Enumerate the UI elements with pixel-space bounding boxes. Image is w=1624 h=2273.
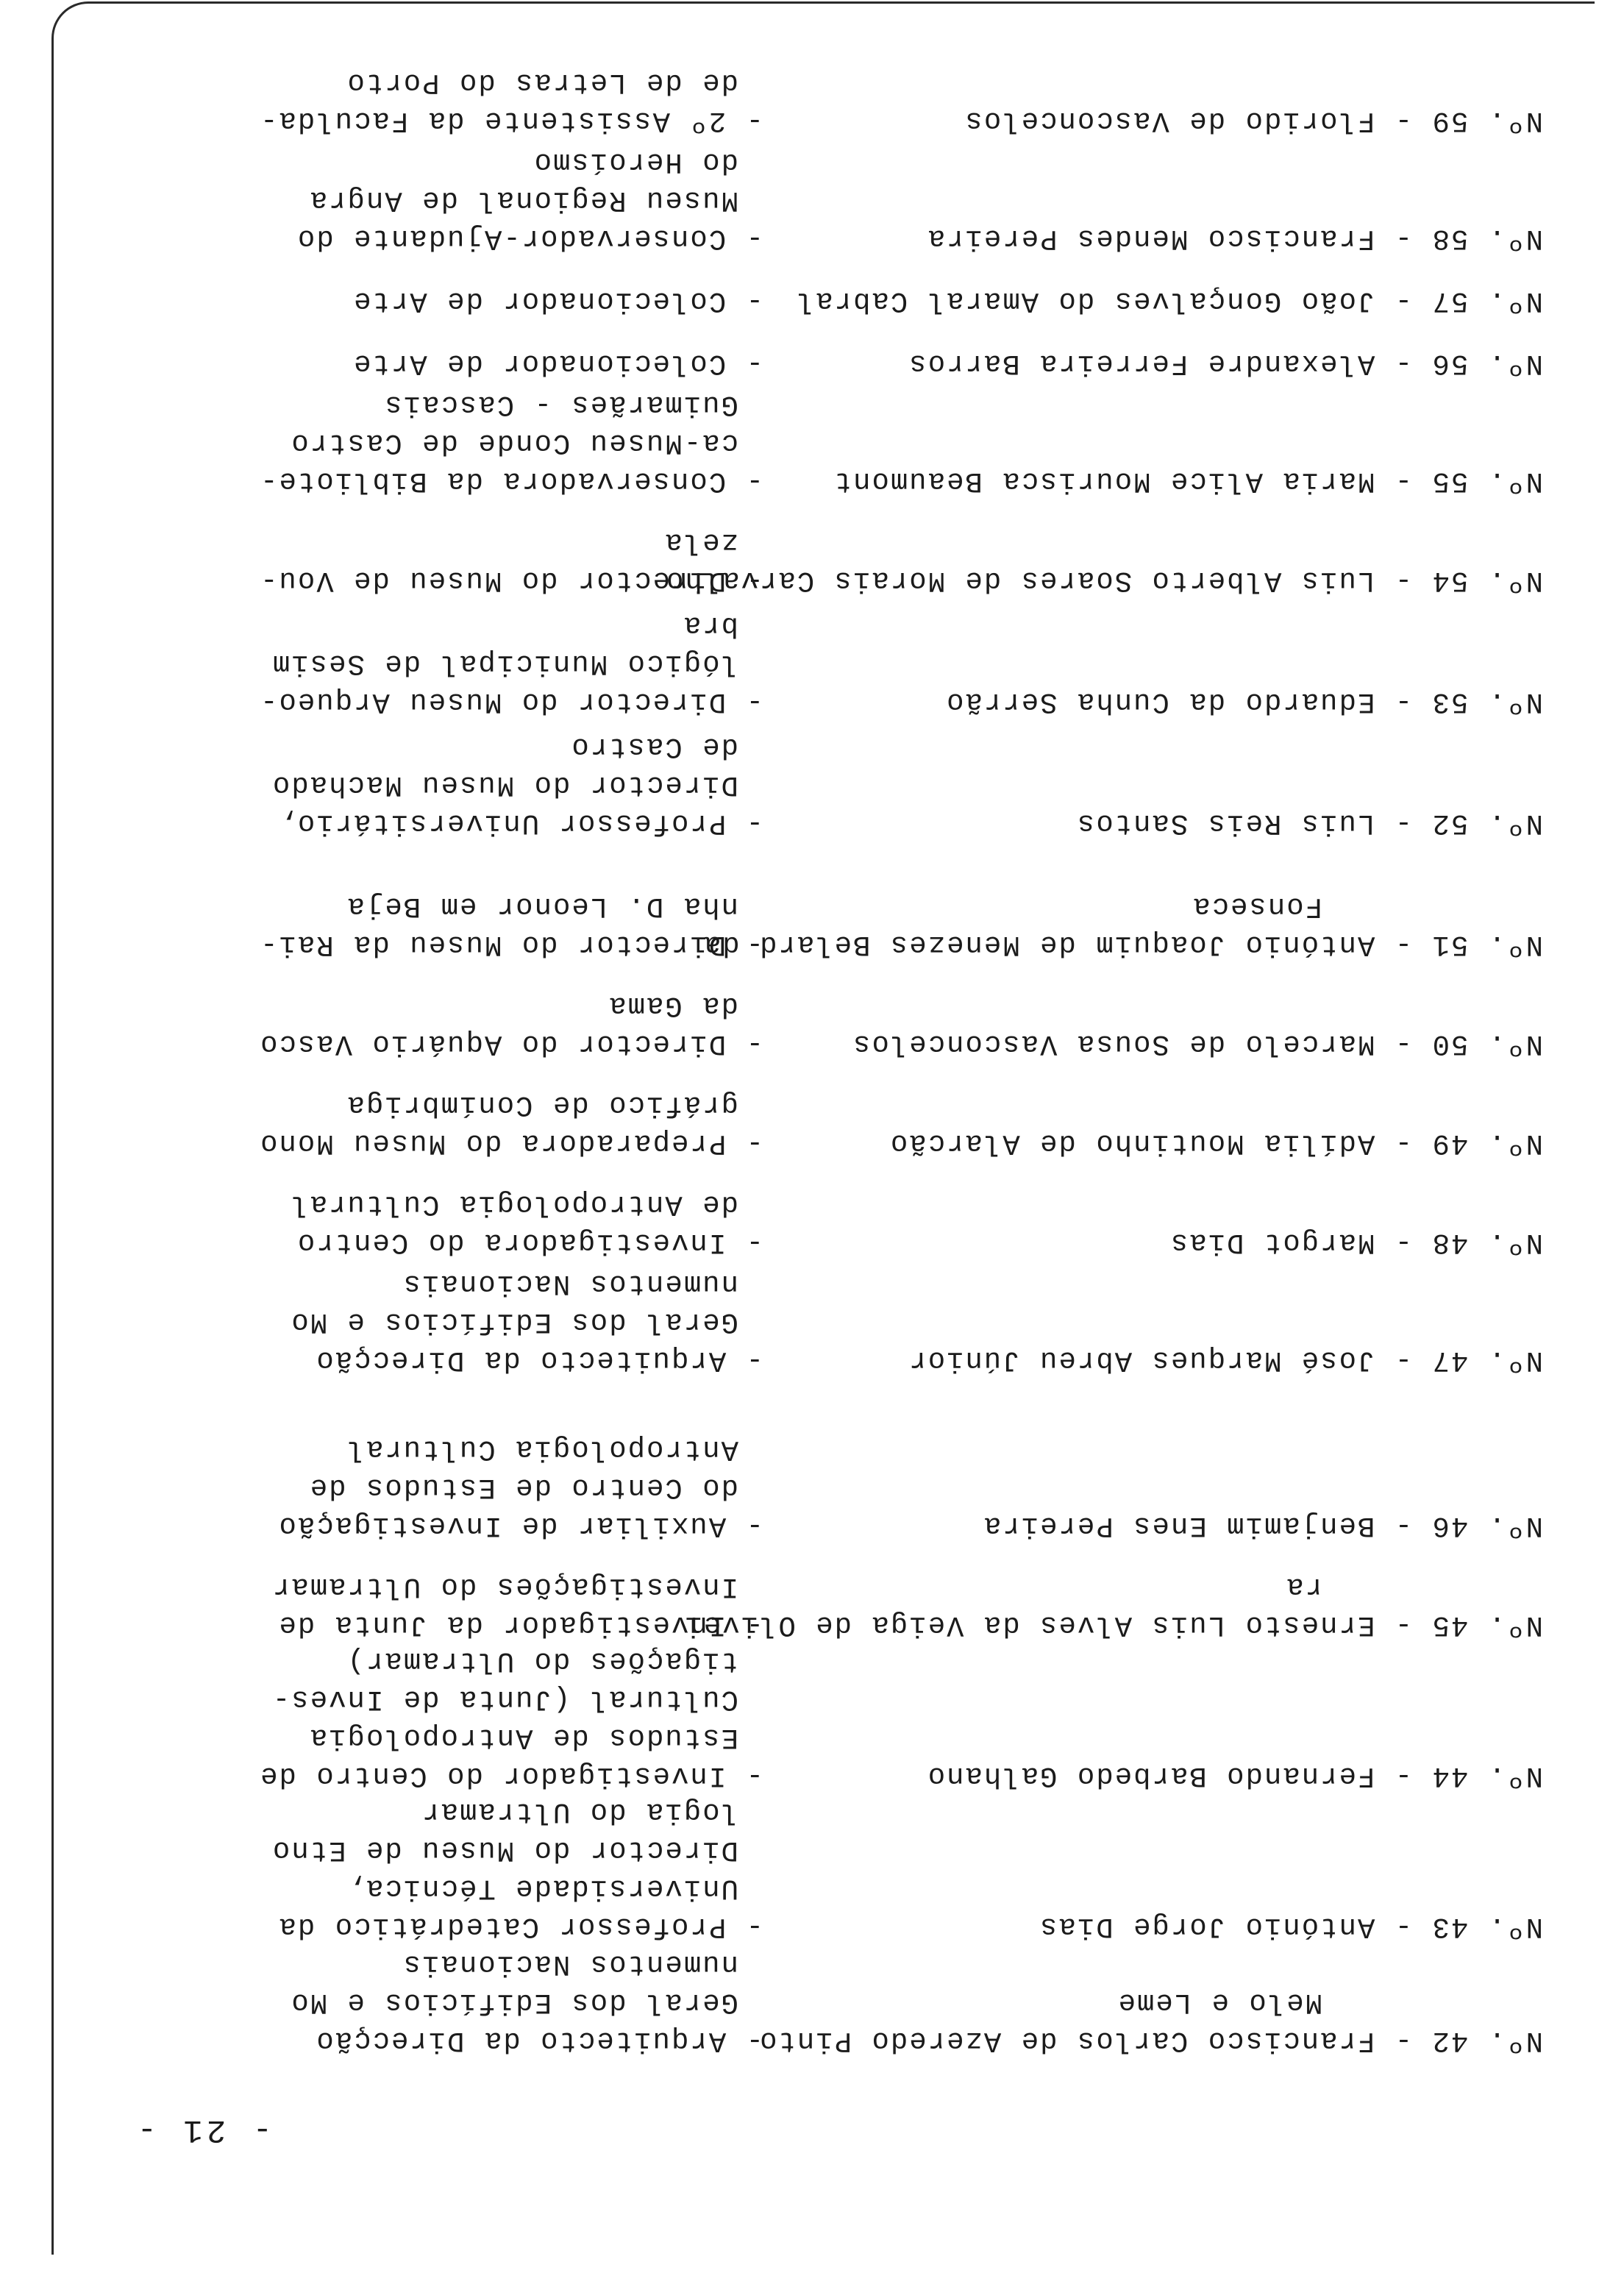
entry-name [763, 282, 1543, 320]
entry-name [763, 344, 1543, 383]
entry-role-line: - Arquitecto da Direcção [315, 2024, 763, 2057]
entry-role-line: Guimarães - Cascais [383, 388, 738, 421]
entry-role-line: - Auxiliar de Investigação [277, 1509, 763, 1542]
entry-role-line: - Investigadora do Centro [296, 1226, 763, 1259]
entry-name-line: Nº. 44 - Fernando Barbedo Galhano [926, 1760, 1543, 1792]
entry-name-line: Nº. 45 - Ernesto Luis Alves da Veiga de Olivei [683, 1609, 1543, 1641]
entry-role-line: numentos Nacionais [402, 1948, 738, 1980]
entry-role-line: - Colecionador de Arte [352, 285, 763, 317]
entry-role-line: - 2º Assistente da Faculda- [259, 104, 763, 137]
entry-role-line: Estudos de Antropologia [308, 1721, 738, 1754]
entry-name-line: Nº. 57 - João Gonçalves do Amaral Cabral [795, 285, 1543, 317]
entry-role [87, 728, 763, 842]
entry-role [87, 63, 763, 140]
entry-name [763, 1907, 1543, 1946]
entry-role [87, 385, 763, 500]
entry-role-line: Geral dos Edifícios e Mo [290, 1986, 738, 2018]
entry-role [87, 344, 763, 383]
entry-role-line: zela [663, 526, 738, 558]
entry-name [763, 1757, 1543, 1795]
entry-name [763, 1124, 1543, 1162]
entry-role-line: de Antropologia Cultural [290, 1188, 738, 1220]
entry-role-line: tigações do Ultramar) [346, 1645, 738, 1677]
entry-name-line: Nº. 47 - José Marques Abreu Júnior [908, 1344, 1543, 1376]
entry-role [87, 1793, 763, 1946]
entry-role [87, 1185, 763, 1262]
entry-role-line: - Professor Universitário, [277, 807, 763, 839]
entry-name [763, 1025, 1543, 1063]
entry-name-line: Nº. 43 - António Jorge Dias [1039, 1910, 1543, 1943]
entry-role-line: bra [682, 609, 738, 641]
entry-name-line: Nº. 50 - Marcelo de Sousa Vasconcelos [852, 1028, 1543, 1060]
entry-name [665, 561, 1543, 600]
entry-name [702, 887, 1543, 964]
entry-role-line: - Investigador do Centro de [259, 1760, 763, 1792]
entry-name-line: Nº. 51 - António Joaquim de Menezes Belard da [702, 928, 1543, 961]
entry-role-line: nha D. Leonor em Beja [346, 890, 738, 922]
entry-role-line: - Investigador da Junta de [277, 1609, 763, 1641]
entry-name-line: Nº. 58 - Francisco Mendes Pereira [926, 222, 1543, 255]
entry-role-line: numentos Nacionais [402, 1267, 738, 1300]
entry-name-line: Melo e Leme [1116, 1986, 1322, 2018]
entry-role-line: Museu Regional de Angra [308, 184, 738, 216]
entry-role-line: Director do Museu Machado [271, 769, 738, 801]
entry-name-line: Nº. 56 - Alexandre Ferreira Barros [908, 347, 1543, 380]
entry-role-line: gráfico de Conímbriga [346, 1089, 738, 1121]
entry-name [763, 219, 1543, 257]
entry-role-line: Cultural (Junta de Inves- [271, 1683, 738, 1715]
entry-role-line: - Director do Museu Arqueo- [259, 686, 763, 718]
entry-name [763, 1223, 1543, 1262]
entry-name-line: ra [1285, 1571, 1322, 1603]
entry-role-line: - Arquitecto da Direcção [315, 1344, 763, 1376]
entry-role [87, 523, 763, 600]
entry-name-line: Nº. 55 - Maria Alice Mourisca Beaumont [833, 465, 1543, 497]
entry-name [763, 462, 1543, 500]
entry-name-line: Fonseca [1192, 890, 1322, 922]
entry-role [87, 282, 763, 320]
entry-role-line: lógico Municipal de Sesim [271, 647, 738, 680]
entry-role-line: de de Letras do Porto [346, 66, 738, 99]
entry-role [87, 143, 763, 257]
entry-role [87, 606, 763, 721]
entry-name-line: Nº. 46 - Benjamim Enes Pereira [982, 1509, 1543, 1542]
entry-role-line: - Conservador-Ajudante do [296, 222, 763, 255]
entry-role-line: Director do Museu de Etno [271, 1834, 738, 1866]
entry-role-line: do Heroísmo [533, 146, 738, 178]
entry-role-line: - Director do Museu da Rai- [259, 928, 763, 961]
entry-role-line: - Professor Catedrático da [277, 1910, 763, 1943]
entry-role-line: Geral dos Edifícios e Mo [290, 1306, 738, 1338]
entry-role [87, 1568, 763, 1644]
entry-name-line: Nº. 49 - Adília Moutinho de Alarcão [888, 1127, 1543, 1159]
entry-name-line: Nº. 42 - Francisco Carlos de Azeredo Pinto [758, 2024, 1543, 2057]
entry-name [763, 804, 1543, 842]
entry-name [763, 102, 1543, 140]
page-number: - 21 - [133, 2111, 272, 2148]
entry-name-line: Nº. 48 - Margot Dias [1169, 1226, 1543, 1259]
entry-role [87, 1945, 763, 2060]
entry-role [87, 1264, 763, 1379]
entry-role-line: - Preparadora do Museu Mono [259, 1127, 763, 1159]
entry-role-line: Universidade Técnica, [346, 1872, 738, 1904]
entry-role-line: de Castro [570, 730, 738, 763]
entry-role [87, 1642, 763, 1795]
entry-name [763, 683, 1543, 721]
entry-name-line: Nº. 53 - Eduardo da Cunha Serrão [945, 686, 1543, 718]
entry-name-line: Nº. 52 - Luis Reis Santos [1075, 807, 1543, 839]
entry-name-line: Nº. 54 - Luis Alberto Soares de Morais Carvalho [665, 564, 1543, 597]
entry-role-line: - Colecionador de Arte [352, 347, 763, 380]
entry-role-line: - Conservadora da Bibliote- [259, 465, 763, 497]
entry-role-line: - Director do Museu de Vou- [259, 564, 763, 597]
entry-role [87, 986, 763, 1063]
entry-role [87, 1086, 763, 1162]
entry-role-line: Investigações do Ultramar [271, 1571, 738, 1603]
entry-role-line: logia do Ultramar [421, 1796, 738, 1828]
entry-role-line: do Centro de Estudos de [308, 1471, 738, 1504]
entry-name [758, 1983, 1543, 2060]
entry-role [87, 887, 763, 964]
entry-role-line: Antropologia Cultural [346, 1433, 738, 1465]
entry-name [683, 1568, 1543, 1644]
entry-name [763, 1507, 1543, 1545]
entry-name-line: Nº. 59 - Florido de Vasconcelos [964, 104, 1543, 137]
entry-role [87, 1430, 763, 1545]
entry-role-line: - Director do Aquário Vasco [259, 1028, 763, 1060]
entry-name [763, 1341, 1543, 1379]
entry-role-line: ca-Museu Conde de Castro [290, 427, 738, 459]
entry-role-line: da Gama [608, 989, 738, 1022]
